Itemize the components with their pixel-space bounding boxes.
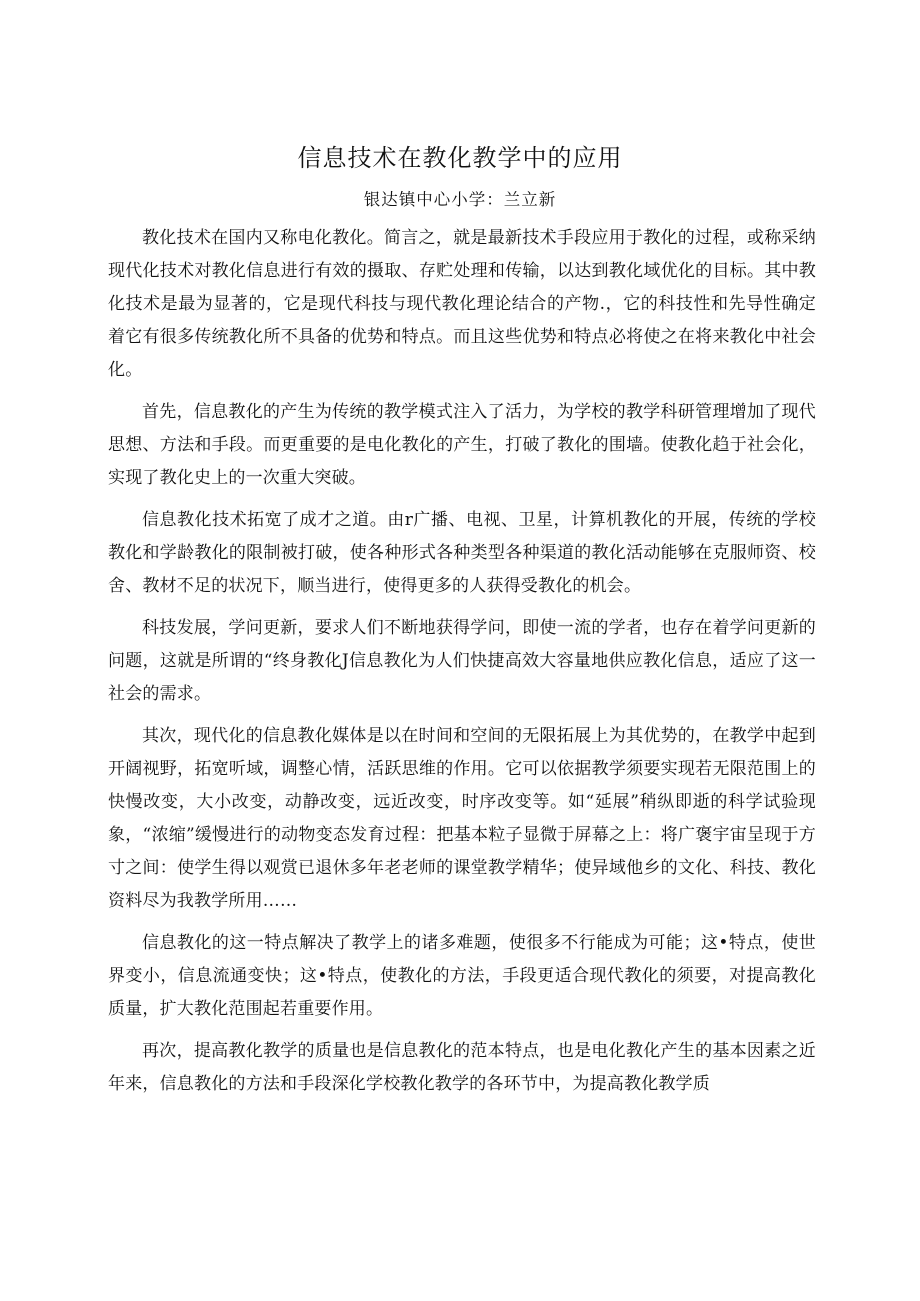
paragraph-6: 信息教化的这一特点解决了教学上的诸多难题，使很多不行能成为可能；这•特点，使世界变小，信息流通变快；这•特点，使教化的方法，手段更适合现代教化的须要，对提高教化质量，扩大教化范围起若重要作用。 (108, 933, 816, 1019)
document-author: 银达镇中心小学：兰立新 (363, 190, 557, 209)
paragraph-3: 信息教化技术拓宽了成才之道。由r广播、电视、卫星，计算机教化的开展，传统的学校教化和学龄教化的限制被打破，使各种形式各种类型各种渠道的教化活动能够在克服师资、校舍、教材不足的状况下，顺当进行，使得更多的人获得受教化的机会。 (108, 510, 816, 596)
paragraph-4: 科技发展，学问更新，要求人们不断地获得学问，即使一流的学者，也存在着学问更新的问题，这就是所谓的“终身教化J信息教化为人们快捷高效大容量地供应教化信息，适应了这一社会的需求。 (108, 618, 816, 704)
document-body (108, 222, 816, 1110)
paragraph-2: 首先，信息教化的产生为传统的教学模式注入了活力，为学校的教学科研管理增加了现代思想、方法和手段。而更重要的是电化教化的产生，打破了教化的围墙。使教化趋于社会化，实现了教化史上的一次重大突破。 (108, 402, 816, 488)
paragraph-7: 再次，提高教化教学的质量也是信息教化的范本特点，也是电化教化产生的基本因素之近年来，信息教化的方法和手段深化学校教化教学的各环节中，为提高教化教学质 (108, 1041, 816, 1094)
paragraph-1: 教化技术在国内又称电化教化。简言之，就是最新技术手段应用于教化的过程，或称采纳现代化技术对教化信息进行有效的摄取、存贮处理和传输，以达到教化域优化的目标。其中教化技术是最为显著的，它是现代科技与现代教化理论结合的产物.，它的科技性和先导性确定着它有很多传统教化所不具备的优势和特点。而且这些优势和特点必将使之在将来教化中社会化。 (108, 228, 816, 380)
document-title: 信息技术在教化教学中的应用 (297, 144, 623, 172)
paragraph-5: 其次，现代化的信息教化媒体是以在时间和空间的无限拓展上为其优势的，在教学中起到开阔视野，拓宽听域，调整心情，活跃思维的作用。它可以依据教学须要实现若无限范围上的快慢改变，大小改变，动静改变，远近改变，时序改变等。如“延展”稍纵即逝的科学试验现象，“浓缩”缓慢进行的动物变态发育过程：把基本粒子显微于屏幕之上：将广褒宇宙呈现于方寸之间：使学生得以观赏已退休多年老老师的课堂教学精华；使异域他乡的文化、科技、教化资料尽为我教学所用…… (108, 726, 816, 911)
